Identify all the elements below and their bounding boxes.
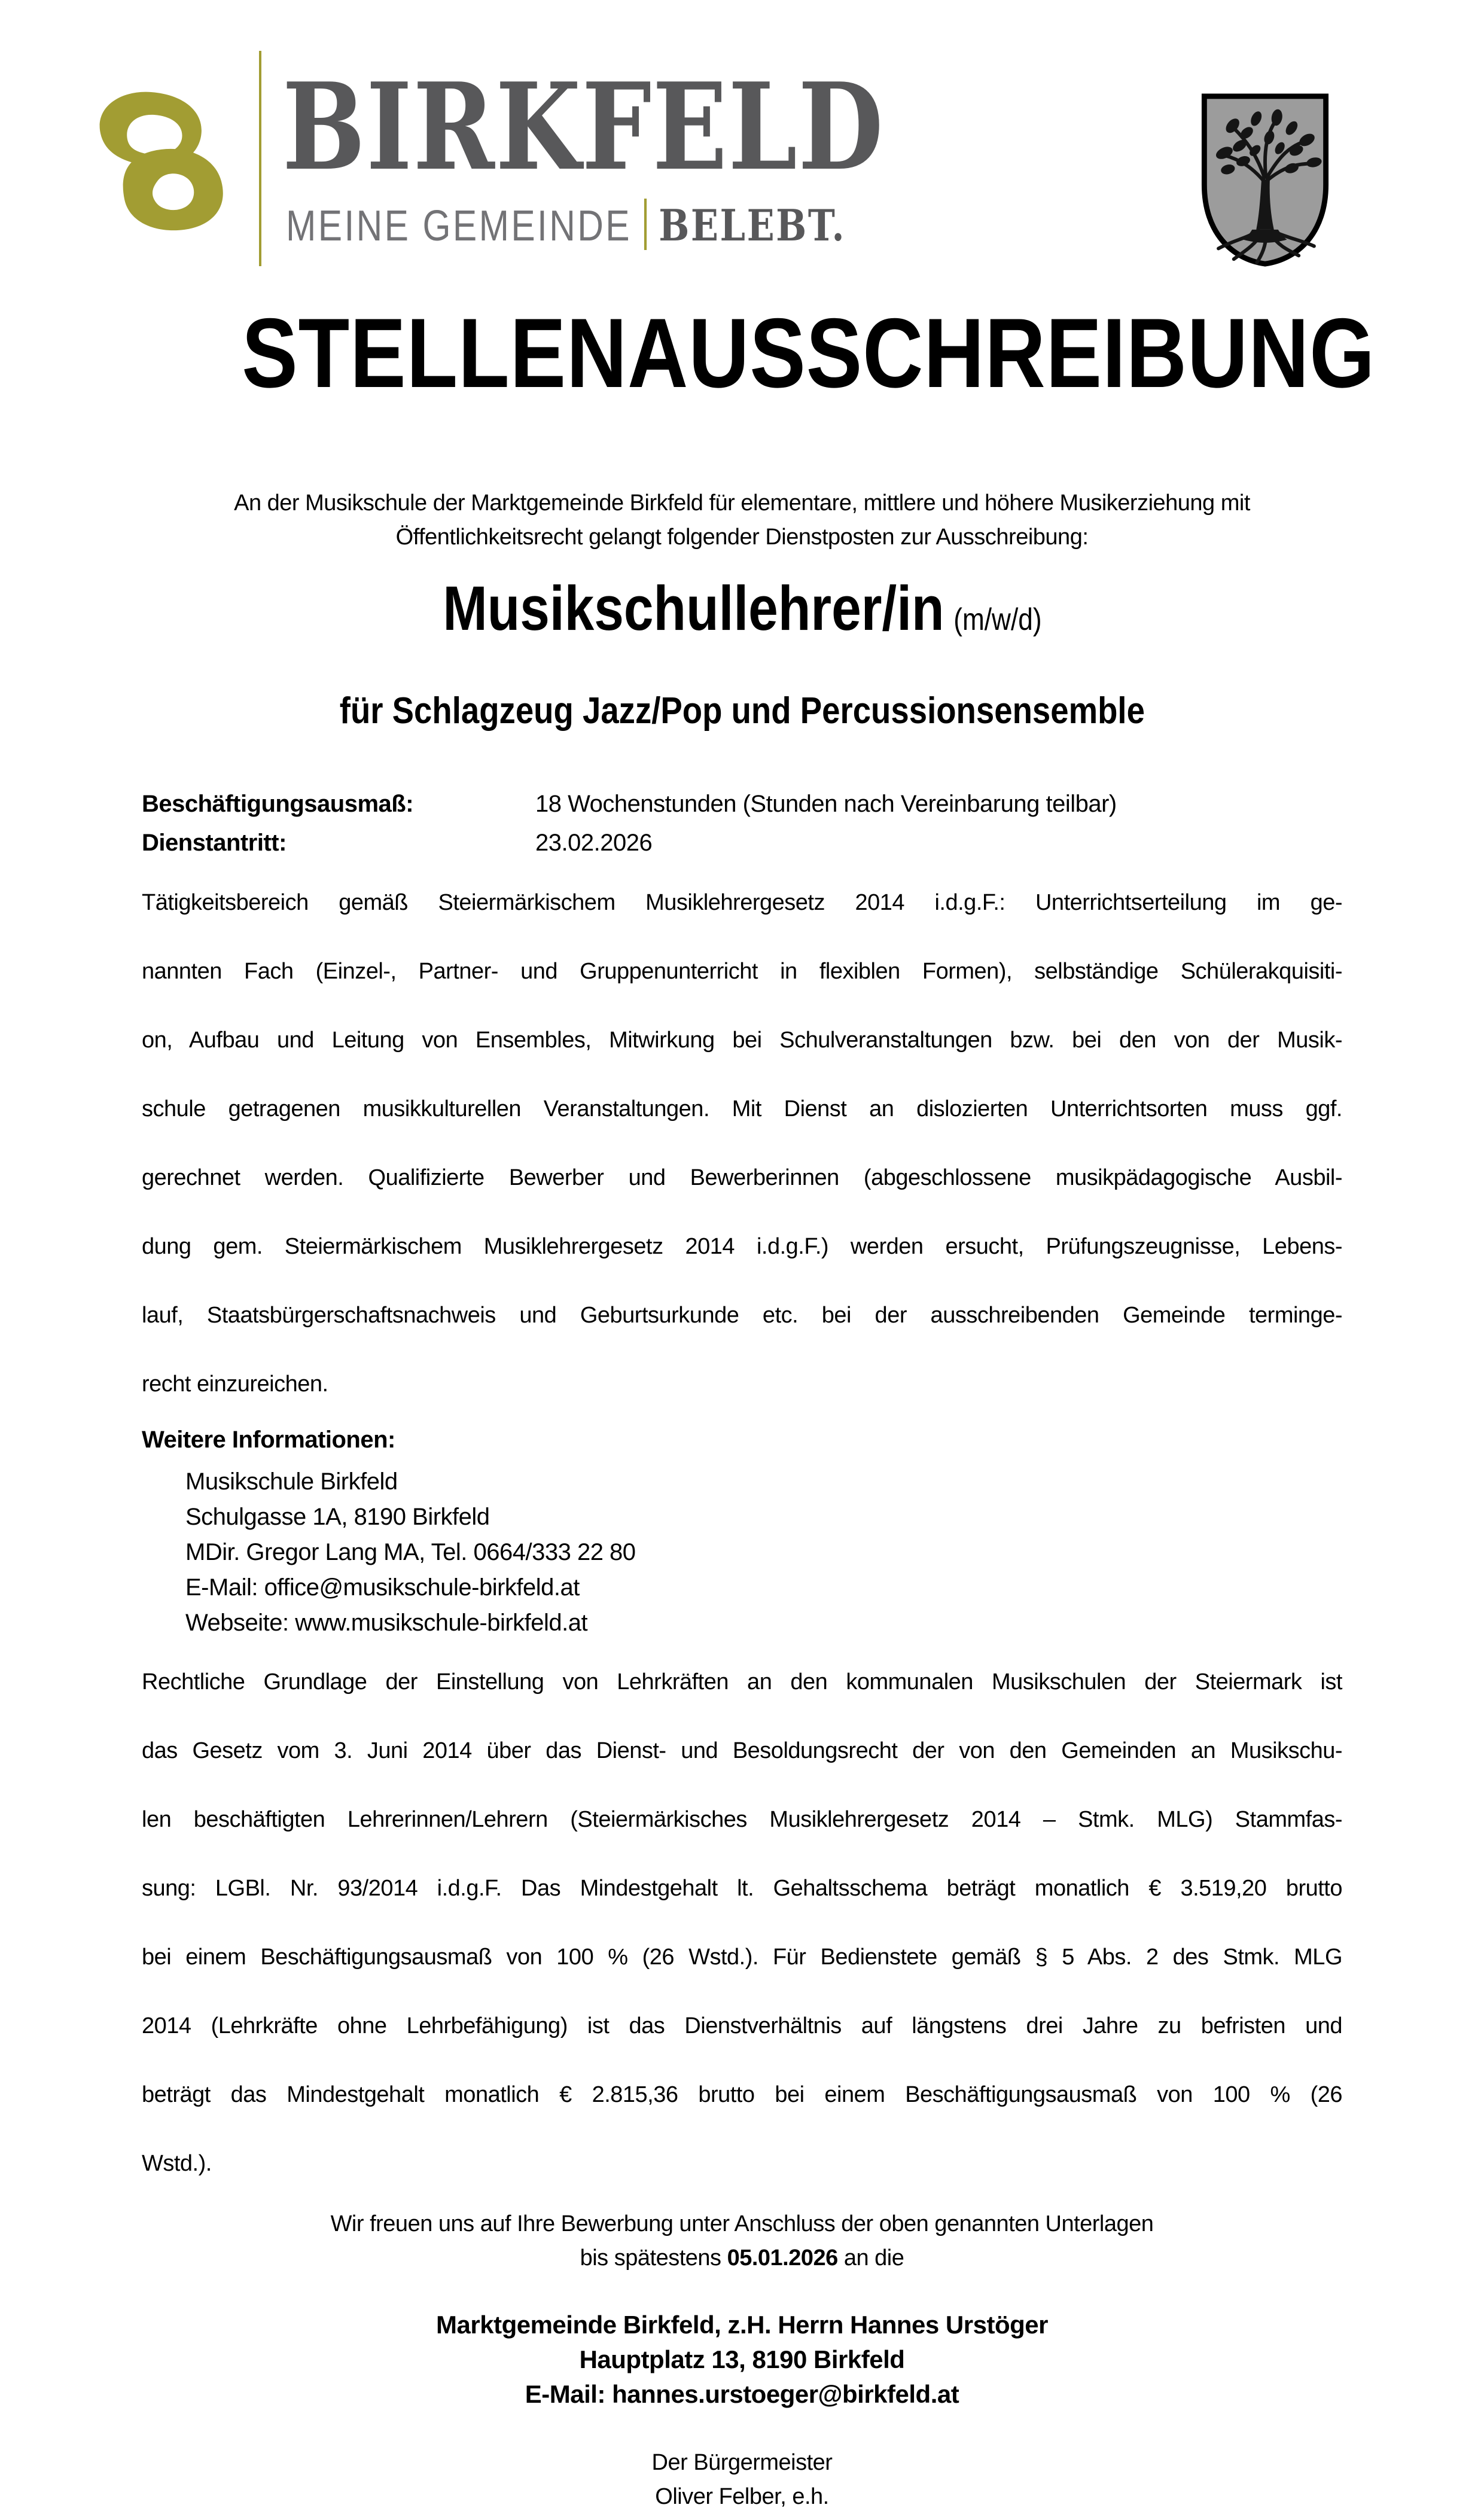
paragraph-line: gerechnet werden. Qualifizierte Bewerber und Bewerberinnen (abgeschlossene musikpädagogische Ausbil- xyxy=(142,1165,1342,1190)
contact-phone: MDir. Gregor Lang MA, Tel. 0664/333 22 80 xyxy=(185,1538,636,1565)
job-subtitle: für Schlagzeug Jazz/Pop und Percussionsensemble xyxy=(339,690,1145,732)
address-email: E-Mail: hannes.urstoeger@birkfeld.at xyxy=(525,2380,959,2408)
intro-line-1: An der Musikschule der Marktgemeinde Birkfeld für elementare, mittlere und höhere Musikerziehung mit xyxy=(234,490,1250,516)
job-title-text: Musikschullehrer/in xyxy=(442,574,944,644)
closing-paragraph xyxy=(142,2207,1342,2275)
contact-block xyxy=(142,1464,1342,1641)
closing-prefix: bis spätestens xyxy=(580,2245,727,2271)
contact-website: Webseite: www.musikschule-birkfeld.at xyxy=(185,1609,588,1636)
application-deadline: 05.01.2026 xyxy=(727,2245,838,2271)
contact-email: E-Mail: office@musikschule-birkfeld.at xyxy=(185,1574,580,1601)
contact-school: Musikschule Birkfeld xyxy=(185,1468,398,1495)
spec-label: Beschäftigungsausmaß: xyxy=(142,791,414,817)
paragraph-line: Rechtliche Grundlage der Einstellung von Lehrkräften an den kommunalen Musikschulen der Steiermark ist xyxy=(142,1669,1342,1695)
paragraph-line: 2014 (Lehrkräfte ohne Lehrbefähigung) ist das Dienstverhältnis auf längstens drei Jahre zu befristen und xyxy=(142,2013,1342,2038)
closing-line-2 xyxy=(142,2241,1342,2275)
duties-paragraph xyxy=(142,886,1342,1402)
paragraph-line: Tätigkeitsbereich gemäß Steiermärkischem Musiklehrergesetz 2014 i.d.g.F.: Unterrichtserteilung im ge- xyxy=(142,890,1342,915)
intro-line-2: Öffentlichkeitsrecht gelangt folgender Dienstposten zur Ausschreibung: xyxy=(395,525,1089,550)
intro-paragraph xyxy=(142,486,1342,554)
logo-wordmark: BIRKFELD xyxy=(282,57,885,197)
address-block xyxy=(142,2308,1342,2412)
paragraph-line: Wstd.). xyxy=(142,2150,212,2176)
spec-value: 18 Wochenstunden (Stunden nach Vereinbarung teilbar) xyxy=(535,791,1117,817)
contact-street: Schulgasse 1A, 8190 Birkfeld xyxy=(185,1503,490,1530)
paragraph-line: sung: LGBl. Nr. 93/2014 i.d.g.F. Das Mindestgehalt lt. Gehaltsschema beträgt monatlich € 3.519,20 brutto xyxy=(142,1875,1342,1901)
signature-role: Der Bürgermeister xyxy=(651,2450,833,2475)
spec-row-start-date xyxy=(142,824,1342,863)
paragraph-line: on, Aufbau und Leitung von Ensembles, Mitwirkung bei Schulveranstaltungen bzw. bei den von der Musik- xyxy=(142,1028,1342,1053)
paragraph-line: recht einzureichen. xyxy=(142,1372,328,1397)
job-title-suffix: (m/w/d) xyxy=(953,602,1042,637)
job-title xyxy=(142,570,1342,666)
further-info-heading: Weitere Informationen: xyxy=(142,1426,395,1453)
paragraph-line: das Gesetz vom 3. Juni 2014 über das Dienst- und Besoldungsrecht der von den Gemeinden an Musikschu- xyxy=(142,1738,1342,1763)
closing-line-1: Wir freuen uns auf Ihre Bewerbung unter Anschluss der oben genannten Unterlagen xyxy=(330,2211,1154,2236)
closing-suffix: an die xyxy=(837,2245,904,2271)
paragraph-line: nannten Fach (Einzel-, Partner- und Gruppenunterricht in flexiblen Formen), selbständige Schülerakquisiti- xyxy=(142,959,1342,984)
signature-block xyxy=(142,2446,1342,2514)
address-recipient: Marktgemeinde Birkfeld, z.H. Herrn Hannes Urstöger xyxy=(436,2311,1048,2339)
address-street: Hauptplatz 13, 8190 Birkfeld xyxy=(579,2345,905,2373)
spec-label: Dienstantritt: xyxy=(142,830,287,856)
document-body xyxy=(142,0,1376,2514)
tagline-left: MEINE GEMEINDE xyxy=(286,202,632,250)
job-specs xyxy=(142,785,1342,863)
spec-row-employment xyxy=(142,785,1342,824)
paragraph-line: beträgt das Mindestgehalt monatlich € 2.815,36 brutto bei einem Beschäftigungsausmaß von 100 % (26 xyxy=(142,2082,1342,2107)
paragraph-line: schule getragenen musikkulturellen Veranstaltungen. Mit Dienst an dislozierten Unterrichtsorten muss ggf. xyxy=(142,1096,1342,1122)
paragraph-line: lauf, Staatsbürgerschaftsnachweis und Geburtsurkunde etc. bei der ausschreibenden Gemeinde terminge- xyxy=(142,1303,1342,1328)
paragraph-line: len beschäftigten Lehrerinnen/Lehrern (Steiermärkisches Musiklehrergesetz 2014 – Stmk. MLG) Stammfas- xyxy=(142,1806,1342,1832)
spec-value: 23.02.2026 xyxy=(535,830,653,856)
legal-paragraph xyxy=(142,1665,1342,2181)
paragraph-line: dung gem. Steiermärkischem Musiklehrergesetz 2014 i.d.g.F.) werden ersucht, Prüfungszeugnisse, Lebens- xyxy=(142,1234,1342,1259)
signature-name: Oliver Felber, e.h. xyxy=(655,2484,829,2509)
page-title: STELLENAUSSCHREIBUNG xyxy=(242,298,1376,408)
paragraph-line: bei einem Beschäftigungsausmaß von 100 % (26 Wstd.). Für Bedienstete gemäß § 5 Abs. 2 des Stmk. MLG xyxy=(142,1944,1342,1970)
tagline-right: BELEBT. xyxy=(659,200,846,251)
